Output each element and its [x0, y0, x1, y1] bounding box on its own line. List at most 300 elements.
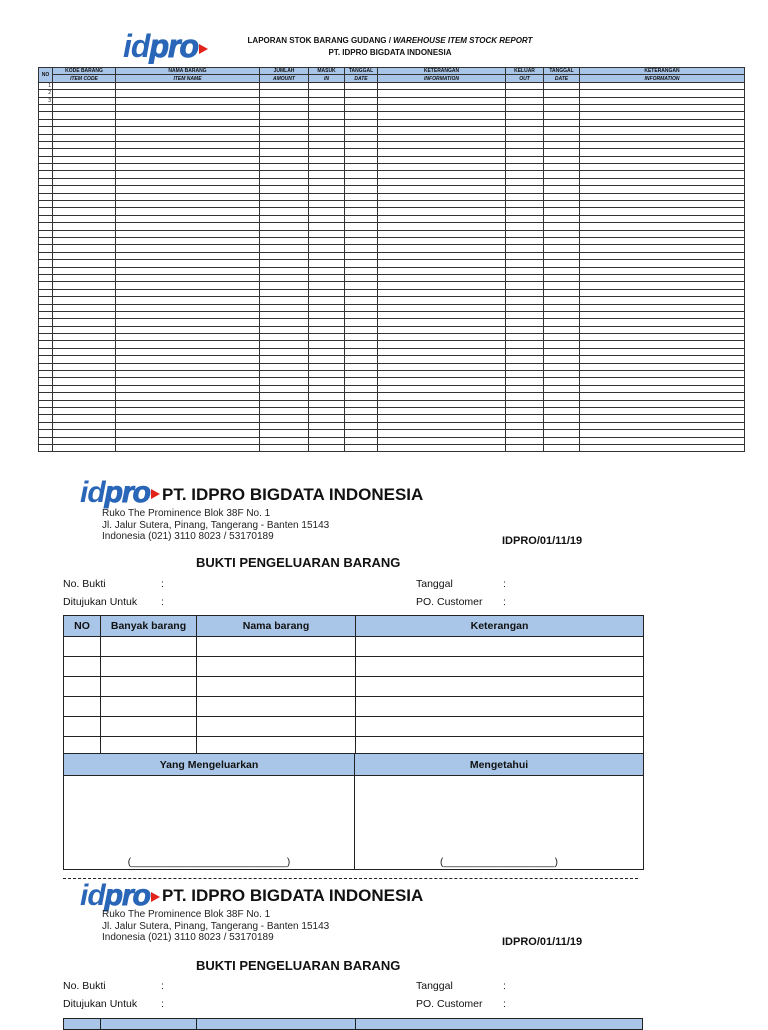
table-cell[interactable] — [580, 119, 745, 126]
row-number-cell[interactable] — [39, 267, 53, 274]
table-cell[interactable] — [506, 112, 544, 119]
table-cell[interactable] — [506, 282, 544, 289]
row-number-cell[interactable] — [39, 156, 53, 163]
table-cell[interactable] — [506, 149, 544, 156]
table-cell[interactable] — [345, 223, 378, 230]
table-cell[interactable] — [309, 208, 345, 215]
table-cell[interactable] — [260, 407, 309, 414]
table-cell[interactable] — [580, 156, 745, 163]
table-cell[interactable] — [345, 393, 378, 400]
row-number-cell[interactable] — [39, 141, 53, 148]
table-cell[interactable] — [116, 252, 260, 259]
table-cell[interactable] — [260, 356, 309, 363]
form1-table-cell[interactable] — [101, 637, 197, 657]
row-number-cell[interactable] — [39, 178, 53, 185]
table-cell[interactable] — [260, 319, 309, 326]
table-cell[interactable] — [53, 319, 116, 326]
table-cell[interactable] — [580, 149, 745, 156]
table-cell[interactable] — [260, 223, 309, 230]
table-cell[interactable] — [53, 393, 116, 400]
table-cell[interactable] — [116, 393, 260, 400]
form1-table-cell[interactable] — [356, 657, 644, 677]
table-cell[interactable] — [309, 186, 345, 193]
table-cell[interactable] — [260, 304, 309, 311]
table-cell[interactable] — [116, 127, 260, 134]
table-cell[interactable] — [309, 430, 345, 437]
table-cell[interactable] — [506, 334, 544, 341]
table-cell[interactable] — [544, 90, 580, 97]
table-cell[interactable] — [116, 112, 260, 119]
table-cell[interactable] — [580, 444, 745, 451]
row-number-cell[interactable] — [39, 334, 53, 341]
row-number-cell[interactable] — [39, 164, 53, 171]
table-cell[interactable] — [580, 282, 745, 289]
table-cell[interactable] — [580, 371, 745, 378]
table-cell[interactable] — [53, 193, 116, 200]
row-number-cell[interactable]: 1 — [39, 82, 53, 89]
table-cell[interactable] — [116, 149, 260, 156]
table-cell[interactable] — [378, 112, 506, 119]
row-number-cell[interactable] — [39, 193, 53, 200]
table-cell[interactable] — [53, 230, 116, 237]
table-cell[interactable] — [580, 193, 745, 200]
table-cell[interactable] — [260, 119, 309, 126]
table-cell[interactable] — [260, 208, 309, 215]
table-cell[interactable] — [260, 326, 309, 333]
row-number-cell[interactable] — [39, 230, 53, 237]
table-cell[interactable] — [378, 289, 506, 296]
table-cell[interactable] — [506, 119, 544, 126]
table-cell[interactable] — [53, 201, 116, 208]
table-cell[interactable] — [580, 289, 745, 296]
table-cell[interactable] — [506, 274, 544, 281]
table-cell[interactable] — [378, 223, 506, 230]
row-number-cell[interactable] — [39, 223, 53, 230]
table-cell[interactable] — [544, 104, 580, 111]
row-number-cell[interactable] — [39, 186, 53, 193]
table-cell[interactable] — [53, 371, 116, 378]
table-cell[interactable] — [53, 237, 116, 244]
table-cell[interactable] — [378, 97, 506, 104]
table-cell[interactable] — [345, 341, 378, 348]
table-cell[interactable] — [116, 282, 260, 289]
form1-table-cell[interactable] — [64, 677, 101, 697]
table-cell[interactable] — [116, 201, 260, 208]
table-cell[interactable] — [116, 119, 260, 126]
table-cell[interactable] — [378, 437, 506, 444]
table-cell[interactable] — [116, 134, 260, 141]
table-cell[interactable] — [378, 186, 506, 193]
table-cell[interactable] — [309, 304, 345, 311]
table-cell[interactable] — [345, 104, 378, 111]
table-cell[interactable] — [378, 104, 506, 111]
table-cell[interactable] — [53, 223, 116, 230]
table-cell[interactable] — [506, 90, 544, 97]
table-cell[interactable] — [116, 171, 260, 178]
table-cell[interactable] — [260, 252, 309, 259]
form1-table-cell[interactable] — [197, 677, 356, 697]
table-cell[interactable] — [309, 215, 345, 222]
table-cell[interactable] — [309, 348, 345, 355]
form1-table-cell[interactable] — [64, 657, 101, 677]
table-cell[interactable] — [580, 171, 745, 178]
table-cell[interactable] — [345, 311, 378, 318]
table-cell[interactable] — [309, 319, 345, 326]
table-cell[interactable] — [53, 164, 116, 171]
table-cell[interactable] — [378, 371, 506, 378]
table-cell[interactable] — [309, 356, 345, 363]
table-cell[interactable] — [506, 341, 544, 348]
table-cell[interactable] — [506, 104, 544, 111]
table-cell[interactable] — [345, 134, 378, 141]
table-cell[interactable] — [580, 201, 745, 208]
table-cell[interactable] — [53, 186, 116, 193]
table-cell[interactable] — [378, 141, 506, 148]
table-cell[interactable] — [345, 186, 378, 193]
table-cell[interactable] — [345, 252, 378, 259]
table-cell[interactable] — [378, 90, 506, 97]
table-cell[interactable] — [260, 104, 309, 111]
table-cell[interactable] — [345, 289, 378, 296]
table-cell[interactable] — [345, 326, 378, 333]
table-cell[interactable] — [53, 326, 116, 333]
table-cell[interactable] — [345, 171, 378, 178]
row-number-cell[interactable] — [39, 252, 53, 259]
table-cell[interactable] — [580, 422, 745, 429]
table-cell[interactable] — [260, 289, 309, 296]
table-cell[interactable] — [544, 422, 580, 429]
table-cell[interactable] — [53, 260, 116, 267]
table-cell[interactable] — [309, 363, 345, 370]
row-number-cell[interactable] — [39, 393, 53, 400]
table-cell[interactable] — [53, 252, 116, 259]
table-cell[interactable] — [506, 267, 544, 274]
table-cell[interactable] — [580, 319, 745, 326]
table-cell[interactable] — [378, 363, 506, 370]
table-cell[interactable] — [544, 444, 580, 451]
table-cell[interactable] — [580, 104, 745, 111]
table-cell[interactable] — [260, 193, 309, 200]
table-cell[interactable] — [544, 371, 580, 378]
form1-table-cell[interactable] — [197, 657, 356, 677]
table-cell[interactable] — [53, 104, 116, 111]
table-cell[interactable] — [580, 334, 745, 341]
table-cell[interactable] — [345, 230, 378, 237]
table-cell[interactable] — [53, 208, 116, 215]
table-cell[interactable] — [345, 156, 378, 163]
table-cell[interactable] — [580, 378, 745, 385]
table-cell[interactable] — [116, 97, 260, 104]
table-cell[interactable] — [260, 378, 309, 385]
table-cell[interactable] — [580, 127, 745, 134]
table-cell[interactable] — [309, 407, 345, 414]
table-cell[interactable] — [345, 363, 378, 370]
table-cell[interactable] — [345, 385, 378, 392]
table-cell[interactable] — [544, 267, 580, 274]
table-cell[interactable] — [580, 215, 745, 222]
table-cell[interactable] — [345, 90, 378, 97]
table-cell[interactable] — [309, 326, 345, 333]
table-cell[interactable] — [309, 104, 345, 111]
table-cell[interactable] — [260, 274, 309, 281]
table-cell[interactable] — [544, 171, 580, 178]
table-cell[interactable] — [309, 97, 345, 104]
table-cell[interactable] — [506, 415, 544, 422]
table-cell[interactable] — [260, 363, 309, 370]
table-cell[interactable] — [580, 348, 745, 355]
table-cell[interactable] — [580, 437, 745, 444]
table-cell[interactable] — [345, 319, 378, 326]
table-cell[interactable] — [506, 297, 544, 304]
table-cell[interactable] — [580, 82, 745, 89]
table-cell[interactable] — [544, 119, 580, 126]
row-number-cell[interactable] — [39, 282, 53, 289]
table-cell[interactable] — [544, 141, 580, 148]
table-cell[interactable] — [378, 215, 506, 222]
table-cell[interactable] — [309, 141, 345, 148]
table-cell[interactable] — [544, 186, 580, 193]
table-cell[interactable] — [116, 407, 260, 414]
row-number-cell[interactable] — [39, 119, 53, 126]
table-cell[interactable] — [116, 274, 260, 281]
table-cell[interactable] — [309, 201, 345, 208]
table-cell[interactable] — [544, 193, 580, 200]
table-cell[interactable] — [116, 319, 260, 326]
table-cell[interactable] — [260, 245, 309, 252]
table-cell[interactable] — [116, 437, 260, 444]
table-cell[interactable] — [506, 208, 544, 215]
table-cell[interactable] — [580, 90, 745, 97]
table-cell[interactable] — [309, 134, 345, 141]
table-cell[interactable] — [53, 156, 116, 163]
table-cell[interactable] — [260, 97, 309, 104]
row-number-cell[interactable]: 2 — [39, 90, 53, 97]
table-cell[interactable] — [345, 304, 378, 311]
table-cell[interactable] — [345, 260, 378, 267]
row-number-cell[interactable] — [39, 430, 53, 437]
table-cell[interactable] — [378, 341, 506, 348]
table-cell[interactable] — [345, 415, 378, 422]
table-cell[interactable] — [506, 348, 544, 355]
table-cell[interactable] — [309, 422, 345, 429]
table-cell[interactable] — [506, 437, 544, 444]
table-cell[interactable] — [309, 282, 345, 289]
table-cell[interactable] — [116, 311, 260, 318]
table-cell[interactable] — [580, 208, 745, 215]
table-cell[interactable] — [260, 282, 309, 289]
table-cell[interactable] — [378, 430, 506, 437]
table-cell[interactable] — [345, 407, 378, 414]
table-cell[interactable] — [309, 437, 345, 444]
table-cell[interactable] — [544, 378, 580, 385]
table-cell[interactable] — [53, 119, 116, 126]
table-cell[interactable] — [260, 297, 309, 304]
table-cell[interactable] — [116, 141, 260, 148]
table-cell[interactable] — [544, 430, 580, 437]
table-cell[interactable] — [116, 378, 260, 385]
table-cell[interactable] — [116, 90, 260, 97]
row-number-cell[interactable] — [39, 149, 53, 156]
table-cell[interactable] — [506, 156, 544, 163]
table-cell[interactable] — [53, 215, 116, 222]
table-cell[interactable] — [580, 393, 745, 400]
table-cell[interactable] — [260, 237, 309, 244]
table-cell[interactable] — [116, 230, 260, 237]
table-cell[interactable] — [53, 385, 116, 392]
form1-table-cell[interactable] — [197, 637, 356, 657]
table-cell[interactable] — [309, 156, 345, 163]
table-cell[interactable] — [506, 252, 544, 259]
table-cell[interactable] — [345, 371, 378, 378]
table-cell[interactable] — [116, 385, 260, 392]
table-cell[interactable] — [116, 430, 260, 437]
table-cell[interactable] — [53, 334, 116, 341]
table-cell[interactable] — [260, 400, 309, 407]
table-cell[interactable] — [544, 252, 580, 259]
table-cell[interactable] — [53, 245, 116, 252]
table-cell[interactable] — [378, 326, 506, 333]
table-cell[interactable] — [580, 260, 745, 267]
table-cell[interactable] — [309, 378, 345, 385]
table-cell[interactable] — [345, 245, 378, 252]
table-cell[interactable] — [309, 171, 345, 178]
table-cell[interactable] — [260, 415, 309, 422]
table-cell[interactable] — [580, 112, 745, 119]
table-cell[interactable] — [506, 371, 544, 378]
table-cell[interactable] — [309, 415, 345, 422]
table-cell[interactable] — [345, 444, 378, 451]
table-cell[interactable] — [580, 230, 745, 237]
table-cell[interactable] — [53, 90, 116, 97]
row-number-cell[interactable] — [39, 437, 53, 444]
row-number-cell[interactable] — [39, 208, 53, 215]
table-cell[interactable] — [309, 341, 345, 348]
table-cell[interactable] — [260, 444, 309, 451]
table-cell[interactable] — [544, 326, 580, 333]
table-cell[interactable] — [378, 334, 506, 341]
table-cell[interactable] — [260, 149, 309, 156]
row-number-cell[interactable] — [39, 171, 53, 178]
table-cell[interactable] — [116, 164, 260, 171]
table-cell[interactable] — [544, 127, 580, 134]
row-number-cell[interactable] — [39, 378, 53, 385]
table-cell[interactable] — [580, 141, 745, 148]
table-cell[interactable] — [116, 237, 260, 244]
table-cell[interactable] — [506, 311, 544, 318]
table-cell[interactable] — [53, 400, 116, 407]
table-cell[interactable] — [260, 134, 309, 141]
table-cell[interactable] — [544, 385, 580, 392]
row-number-cell[interactable] — [39, 363, 53, 370]
table-cell[interactable] — [580, 326, 745, 333]
table-cell[interactable] — [53, 282, 116, 289]
row-number-cell[interactable] — [39, 215, 53, 222]
table-cell[interactable] — [580, 430, 745, 437]
table-cell[interactable] — [506, 319, 544, 326]
table-cell[interactable] — [544, 215, 580, 222]
table-cell[interactable] — [345, 356, 378, 363]
form1-table-cell[interactable] — [64, 637, 101, 657]
table-cell[interactable] — [345, 348, 378, 355]
row-number-cell[interactable]: 3 — [39, 97, 53, 104]
row-number-cell[interactable] — [39, 444, 53, 451]
table-cell[interactable] — [580, 223, 745, 230]
table-cell[interactable] — [378, 149, 506, 156]
table-cell[interactable] — [378, 274, 506, 281]
table-cell[interactable] — [260, 230, 309, 237]
table-cell[interactable] — [309, 237, 345, 244]
table-cell[interactable] — [309, 385, 345, 392]
table-cell[interactable] — [378, 304, 506, 311]
table-cell[interactable] — [544, 304, 580, 311]
table-cell[interactable] — [260, 156, 309, 163]
table-cell[interactable] — [580, 415, 745, 422]
table-cell[interactable] — [345, 149, 378, 156]
table-cell[interactable] — [116, 326, 260, 333]
table-cell[interactable] — [378, 237, 506, 244]
table-cell[interactable] — [260, 112, 309, 119]
form1-table-cell[interactable] — [356, 637, 644, 657]
table-cell[interactable] — [309, 267, 345, 274]
table-cell[interactable] — [309, 82, 345, 89]
table-cell[interactable] — [309, 112, 345, 119]
form1-table-cell[interactable] — [101, 717, 197, 737]
table-cell[interactable] — [116, 297, 260, 304]
table-cell[interactable] — [53, 422, 116, 429]
table-cell[interactable] — [260, 82, 309, 89]
table-cell[interactable] — [116, 304, 260, 311]
row-number-cell[interactable] — [39, 341, 53, 348]
table-cell[interactable] — [378, 193, 506, 200]
table-cell[interactable] — [378, 171, 506, 178]
table-cell[interactable] — [378, 267, 506, 274]
table-cell[interactable] — [544, 82, 580, 89]
table-cell[interactable] — [378, 415, 506, 422]
table-cell[interactable] — [116, 260, 260, 267]
table-cell[interactable] — [53, 289, 116, 296]
table-cell[interactable] — [544, 437, 580, 444]
table-cell[interactable] — [116, 371, 260, 378]
table-cell[interactable] — [506, 245, 544, 252]
table-cell[interactable] — [260, 371, 309, 378]
table-cell[interactable] — [309, 444, 345, 451]
table-cell[interactable] — [116, 363, 260, 370]
form1-table-cell[interactable] — [64, 697, 101, 717]
table-cell[interactable] — [506, 230, 544, 237]
table-cell[interactable] — [378, 260, 506, 267]
table-cell[interactable] — [580, 297, 745, 304]
table-cell[interactable] — [116, 186, 260, 193]
table-cell[interactable] — [53, 178, 116, 185]
table-cell[interactable] — [544, 164, 580, 171]
table-cell[interactable] — [580, 407, 745, 414]
table-cell[interactable] — [378, 407, 506, 414]
row-number-cell[interactable] — [39, 289, 53, 296]
table-cell[interactable] — [506, 223, 544, 230]
table-cell[interactable] — [378, 178, 506, 185]
table-cell[interactable] — [580, 341, 745, 348]
table-cell[interactable] — [345, 282, 378, 289]
table-cell[interactable] — [506, 289, 544, 296]
table-cell[interactable] — [309, 90, 345, 97]
table-cell[interactable] — [506, 97, 544, 104]
table-cell[interactable] — [116, 289, 260, 296]
table-cell[interactable] — [345, 437, 378, 444]
table-cell[interactable] — [544, 260, 580, 267]
table-cell[interactable] — [544, 356, 580, 363]
table-cell[interactable] — [309, 260, 345, 267]
table-cell[interactable] — [53, 127, 116, 134]
